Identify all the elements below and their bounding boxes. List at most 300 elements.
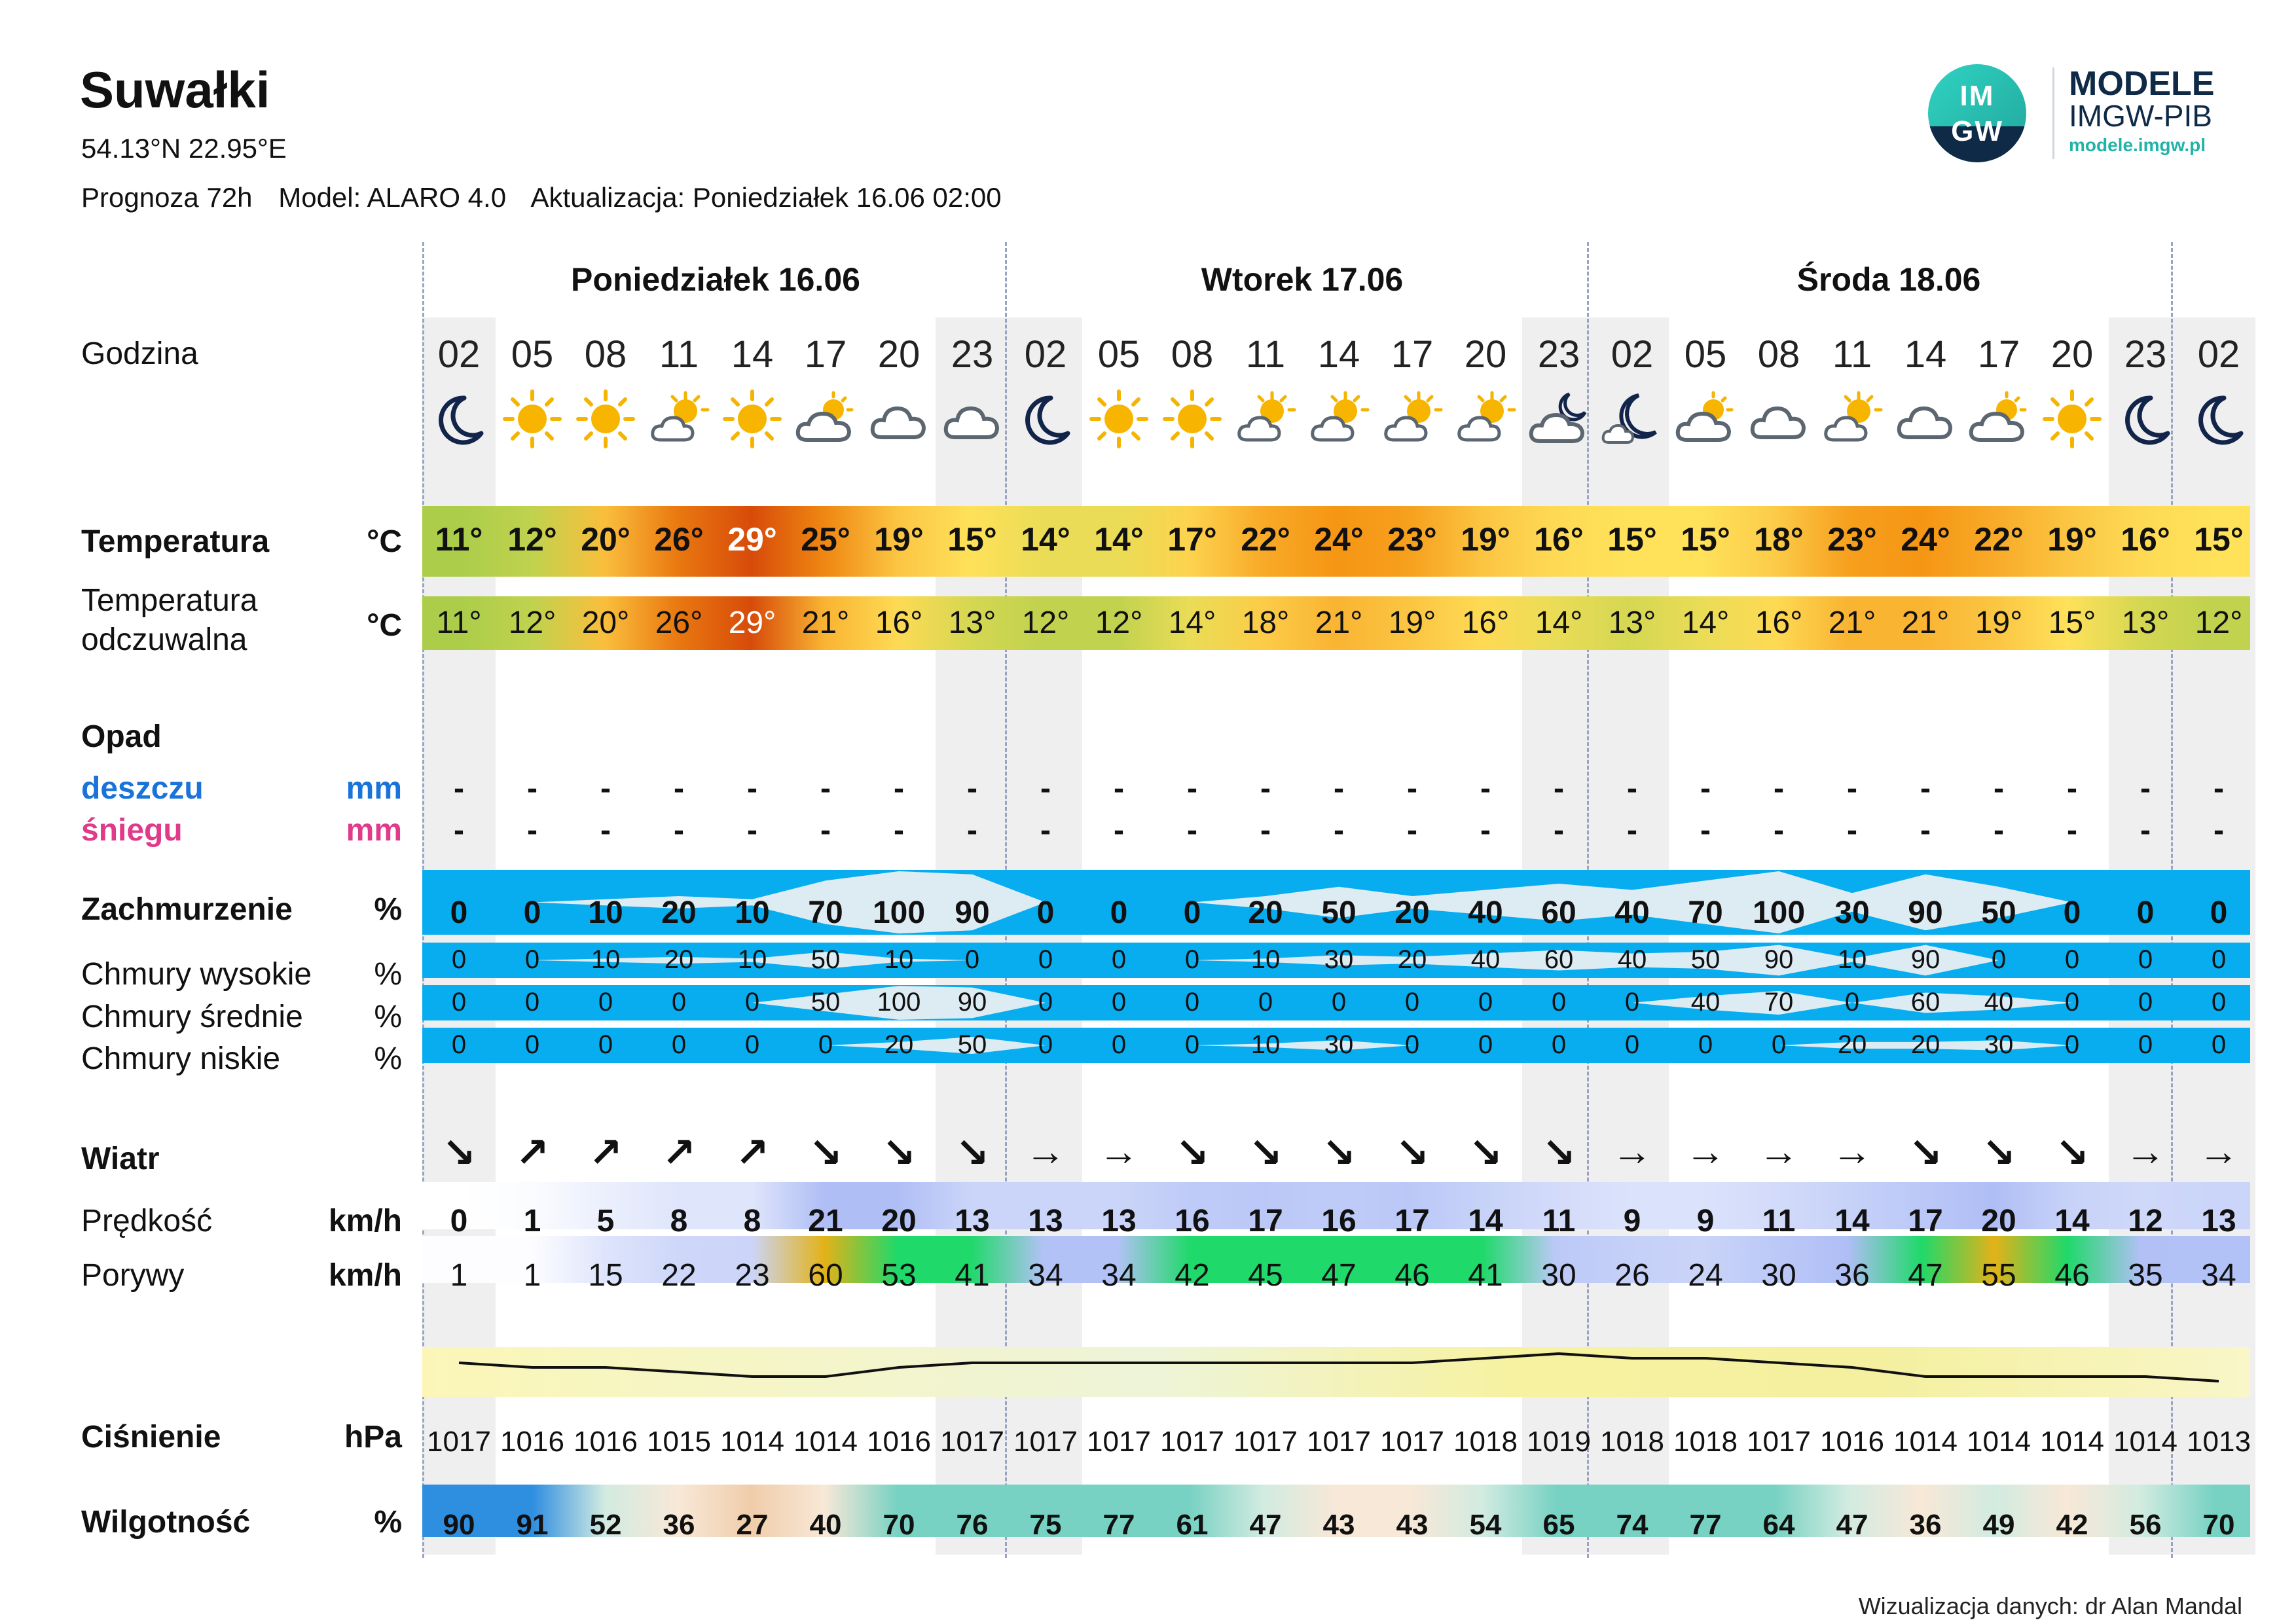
wind-speed-value: 12 bbox=[2128, 1204, 2163, 1238]
pressure-value: 1017 bbox=[1013, 1426, 1078, 1458]
update-time: Aktualizacja: Poniedziałek 16.06 02:00 bbox=[530, 182, 1002, 213]
snow-value: - bbox=[674, 813, 684, 848]
wind-speed-value: 20 bbox=[1981, 1204, 2016, 1238]
wind-speed-value: 13 bbox=[2201, 1204, 2236, 1238]
partly-cloudy-icon bbox=[1302, 386, 1376, 458]
humidity-value: 77 bbox=[1689, 1509, 1722, 1541]
hour-cell: 14 bbox=[1317, 333, 1360, 376]
snow-value: - bbox=[967, 813, 977, 848]
snow-value: - bbox=[527, 813, 538, 848]
rain-value: - bbox=[674, 771, 684, 806]
rain-value: - bbox=[2214, 771, 2224, 806]
cloud-low-value: 30 bbox=[1984, 1030, 2014, 1059]
cloud-low-value: 0 bbox=[1698, 1030, 1713, 1059]
cloud-total-value: 20 bbox=[1394, 895, 1430, 930]
wind-gust-value: 47 bbox=[1321, 1258, 1357, 1293]
snow-value: - bbox=[454, 813, 464, 848]
data-credit: Wizualizacja danych: dr Alan Mandal bbox=[1858, 1593, 2242, 1619]
unit-clouds: % bbox=[374, 892, 402, 927]
cloud-total-value: 50 bbox=[1321, 895, 1357, 930]
cloud-mid-value: 0 bbox=[1478, 988, 1493, 1017]
wind-direction-arrow: → bbox=[1099, 1129, 1139, 1174]
feels-like-value: 12° bbox=[1021, 605, 1070, 640]
wind-direction-arrow: ↗ bbox=[515, 1130, 549, 1176]
moon-icon bbox=[2182, 386, 2255, 458]
hour-cell: 14 bbox=[731, 333, 774, 376]
cloud-high-value: 0 bbox=[1038, 945, 1053, 974]
cloud-mid-value: 100 bbox=[877, 988, 921, 1017]
pressure-value: 1017 bbox=[1087, 1426, 1151, 1458]
wind-direction-arrow: → bbox=[1685, 1129, 1726, 1174]
logo-mark-bottom: GW bbox=[1951, 115, 2003, 147]
partly-cloudy-icon bbox=[1815, 386, 1889, 458]
humidity-value: 47 bbox=[1249, 1509, 1282, 1541]
logo-mark-top: IM bbox=[1959, 80, 1995, 112]
wind-direction-arrow: ↘ bbox=[1908, 1130, 1942, 1176]
cloudy-sun-icon bbox=[1962, 386, 2035, 458]
snow-value: - bbox=[820, 813, 831, 848]
wind-speed-value: 16 bbox=[1175, 1204, 1210, 1238]
wind-speed-value: 13 bbox=[1028, 1204, 1063, 1238]
wind-speed-value: 0 bbox=[450, 1204, 468, 1238]
hour-cell: 23 bbox=[1537, 333, 1580, 376]
cloud-high-value: 40 bbox=[1470, 945, 1501, 974]
cloud-low-value: 20 bbox=[884, 1030, 914, 1059]
humidity-value: 64 bbox=[1762, 1509, 1795, 1541]
wind-gust-value: 1 bbox=[523, 1258, 541, 1293]
feels-like-value: 26° bbox=[655, 605, 703, 640]
wind-direction-arrow: → bbox=[1832, 1129, 1872, 1174]
snow-value: - bbox=[747, 813, 757, 848]
wind-direction-arrow: ↗ bbox=[662, 1130, 696, 1176]
cloud-low-value: 0 bbox=[524, 1030, 540, 1059]
wind-gust-value: 30 bbox=[1541, 1258, 1576, 1293]
rain-value: - bbox=[1774, 771, 1784, 806]
wind-speed-value: 16 bbox=[1321, 1204, 1357, 1238]
humidity-value: 90 bbox=[443, 1509, 475, 1541]
temperature-value: 15° bbox=[2194, 521, 2244, 558]
hour-cell: 11 bbox=[659, 333, 699, 376]
feels-like-value: 21° bbox=[1901, 605, 1950, 640]
humidity-value: 36 bbox=[1909, 1509, 1942, 1541]
snow-value: - bbox=[1627, 813, 1637, 848]
snow-value: - bbox=[1187, 813, 1197, 848]
wind-gust-value: 22 bbox=[661, 1258, 697, 1293]
temperature-value: 19° bbox=[2047, 521, 2097, 558]
feels-like-value: 13° bbox=[948, 605, 996, 640]
wind-direction-arrow: → bbox=[2125, 1129, 2166, 1174]
cloud-high-value: 0 bbox=[451, 945, 467, 974]
wind-direction-arrow: → bbox=[1758, 1129, 1799, 1174]
wind-direction-arrow: ↘ bbox=[442, 1130, 476, 1176]
label-low-clouds: Chmury niskie bbox=[81, 1041, 281, 1076]
cloud-high-value: 0 bbox=[2211, 945, 2227, 974]
imgw-logo[interactable] bbox=[1928, 64, 2229, 162]
pressure-line bbox=[459, 1354, 2219, 1381]
cloud-icon bbox=[936, 386, 1009, 458]
cloud-high-value: 30 bbox=[1324, 945, 1354, 974]
temperature-value: 18° bbox=[1754, 521, 1804, 558]
cloud-mid-value: 0 bbox=[2064, 988, 2080, 1017]
cloud-mid-value: 0 bbox=[2211, 988, 2227, 1017]
rain-value: - bbox=[527, 771, 538, 806]
wind-direction-arrow: ↘ bbox=[1468, 1130, 1503, 1176]
wind-gust-value: 53 bbox=[881, 1258, 917, 1293]
unit-high-clouds: % bbox=[374, 957, 402, 992]
pressure-chart bbox=[422, 1335, 2250, 1394]
humidity-value: 65 bbox=[1542, 1509, 1575, 1541]
rain-value: - bbox=[1847, 771, 1857, 806]
unit-pressure: hPa bbox=[344, 1420, 402, 1454]
wind-speed-value: 21 bbox=[808, 1204, 843, 1238]
cloud-high-value: 10 bbox=[591, 945, 621, 974]
wind-speed-value: 8 bbox=[743, 1204, 761, 1238]
humidity-value: 77 bbox=[1102, 1509, 1135, 1541]
snow-value: - bbox=[1334, 813, 1344, 848]
cloud-total-value: 0 bbox=[523, 895, 541, 930]
humidity-value: 56 bbox=[2129, 1509, 2162, 1541]
logo-title: MODELE bbox=[2069, 65, 2215, 103]
hour-cell: 11 bbox=[1832, 333, 1872, 376]
logo-url[interactable]: modele.imgw.pl bbox=[2069, 135, 2206, 155]
label-precipitation: Opad bbox=[81, 719, 162, 754]
cloud-high-value: 20 bbox=[664, 945, 694, 974]
wind-speed-value: 9 bbox=[1696, 1204, 1715, 1238]
temperature-value: 14° bbox=[1021, 521, 1070, 558]
rain-value: - bbox=[1480, 771, 1491, 806]
cloud-high-value: 50 bbox=[811, 945, 841, 974]
temperature-value: 15° bbox=[1681, 521, 1730, 558]
humidity-value: 36 bbox=[663, 1509, 695, 1541]
label-clouds: Zachmurzenie bbox=[81, 892, 293, 927]
cloud-high-value: 40 bbox=[1617, 945, 1647, 974]
pressure-value: 1018 bbox=[1453, 1426, 1518, 1458]
unit-snow: mm bbox=[346, 813, 402, 848]
snow-value: - bbox=[894, 813, 904, 848]
cloudy-sun-icon bbox=[1669, 386, 1742, 458]
cloud-high-value: 20 bbox=[1397, 945, 1427, 974]
pressure-value: 1017 bbox=[1160, 1426, 1224, 1458]
snow-value: - bbox=[1847, 813, 1857, 848]
partly-cloudy-icon bbox=[1229, 386, 1302, 458]
temperature-value: 23° bbox=[1827, 521, 1877, 558]
cloud-low-value: 0 bbox=[598, 1030, 613, 1059]
feels-like-value: 19° bbox=[1975, 605, 2023, 640]
hour-cell: 20 bbox=[1464, 333, 1507, 376]
wind-speed-value: 17 bbox=[1908, 1204, 1943, 1238]
snow-value: - bbox=[1700, 813, 1711, 848]
temperature-value: 16° bbox=[2121, 521, 2170, 558]
cloud-low-value: 0 bbox=[1111, 1030, 1127, 1059]
cloud-high-value: 90 bbox=[1910, 945, 1941, 974]
humidity-value: 54 bbox=[1469, 1509, 1502, 1541]
cloud-total-value: 90 bbox=[955, 895, 990, 930]
sun-icon bbox=[1082, 386, 1156, 458]
label-temperature: Temperatura bbox=[81, 524, 270, 559]
partly-cloudy-icon bbox=[642, 386, 716, 458]
feels-like-value: 19° bbox=[1388, 605, 1436, 640]
wind-direction-arrow: → bbox=[2198, 1129, 2239, 1174]
cloud-high-value: 50 bbox=[1690, 945, 1721, 974]
pressure-value: 1016 bbox=[1820, 1426, 1884, 1458]
hour-cell: 02 bbox=[2197, 333, 2240, 376]
wind-speed-value: 20 bbox=[881, 1204, 917, 1238]
cloud-mid-value: 90 bbox=[957, 988, 987, 1017]
pressure-value: 1014 bbox=[793, 1426, 858, 1458]
rain-value: - bbox=[1260, 771, 1271, 806]
rain-value: - bbox=[2140, 771, 2151, 806]
rain-value: - bbox=[1040, 771, 1051, 806]
cloud-low-value: 0 bbox=[1038, 1030, 1053, 1059]
cloud-mid-value: 0 bbox=[2138, 988, 2153, 1017]
cloud-mid-value: 0 bbox=[1258, 988, 1273, 1017]
cloud-high-value: 0 bbox=[2064, 945, 2080, 974]
wind-speed-value: 1 bbox=[523, 1204, 541, 1238]
cloud-low-value: 0 bbox=[818, 1030, 833, 1059]
cloud-total-value: 10 bbox=[735, 895, 770, 930]
wind-gust-value: 46 bbox=[1394, 1258, 1430, 1293]
wind-speed-value: 5 bbox=[596, 1204, 615, 1238]
cloud-total-value: 20 bbox=[661, 895, 697, 930]
pressure-value: 1018 bbox=[1673, 1426, 1738, 1458]
sun-icon bbox=[2035, 386, 2109, 458]
cloud-mid-value: 60 bbox=[1910, 988, 1941, 1017]
temperature-value: 14° bbox=[1094, 521, 1144, 558]
wind-speed-value: 13 bbox=[955, 1204, 990, 1238]
feels-like-value: 21° bbox=[1315, 605, 1363, 640]
wind-gust-value: 34 bbox=[1028, 1258, 1063, 1293]
cloud-low-value: 0 bbox=[1624, 1030, 1640, 1059]
label-hour: Godzina bbox=[81, 336, 198, 371]
cloud-mid-value: 0 bbox=[1111, 988, 1127, 1017]
cloud-low-value: 0 bbox=[2138, 1030, 2153, 1059]
pressure-value: 1019 bbox=[1527, 1426, 1591, 1458]
rain-value: - bbox=[1700, 771, 1711, 806]
cloud-total-value: 0 bbox=[2136, 895, 2155, 930]
temperature-value: 25° bbox=[801, 521, 850, 558]
feels-like-value: 13° bbox=[2121, 605, 2170, 640]
city-title: Suwałki bbox=[80, 61, 270, 118]
humidity-value: 40 bbox=[809, 1509, 842, 1541]
cloud-high-value: 10 bbox=[884, 945, 914, 974]
cloud-low-value: 0 bbox=[1771, 1030, 1787, 1059]
feels-like-value: 12° bbox=[2195, 605, 2243, 640]
label-rain: deszczu bbox=[81, 771, 204, 806]
wind-direction-arrow: ↘ bbox=[955, 1130, 989, 1176]
day-header: Wtorek 17.06 bbox=[1201, 261, 1404, 298]
cloud-mid-value: 70 bbox=[1764, 988, 1794, 1017]
label-high-clouds: Chmury wysokie bbox=[81, 957, 312, 992]
wind-speed-value: 17 bbox=[1248, 1204, 1283, 1238]
cloud-low-value: 0 bbox=[1551, 1030, 1567, 1059]
wind-gust-value: 24 bbox=[1688, 1258, 1723, 1293]
feels-like-value: 15° bbox=[2048, 605, 2096, 640]
pressure-value: 1014 bbox=[720, 1426, 784, 1458]
hour-cell: 17 bbox=[1977, 333, 2020, 376]
wind-speed-value: 17 bbox=[1394, 1204, 1430, 1238]
wind-gust-value: 34 bbox=[1101, 1258, 1137, 1293]
hour-cell: 05 bbox=[1684, 333, 1727, 376]
forecast-info bbox=[81, 182, 1020, 213]
forecast-range: Prognoza 72h bbox=[81, 182, 253, 213]
feels-like-value: 29° bbox=[728, 605, 776, 640]
cloud-high-value: 90 bbox=[1764, 945, 1794, 974]
snow-value: - bbox=[1920, 813, 1931, 848]
sun-icon bbox=[496, 386, 569, 458]
cloud-mid-value: 0 bbox=[1038, 988, 1053, 1017]
pressure-value: 1017 bbox=[1233, 1426, 1298, 1458]
cloud-total-value: 20 bbox=[1248, 895, 1283, 930]
hour-cell: 02 bbox=[437, 333, 481, 376]
pressure-value: 1017 bbox=[1380, 1426, 1444, 1458]
hour-cell: 08 bbox=[1171, 333, 1214, 376]
rain-value: - bbox=[1554, 771, 1564, 806]
cloud-total-value: 70 bbox=[808, 895, 843, 930]
wind-direction-arrow: ↗ bbox=[735, 1130, 769, 1176]
rain-value: - bbox=[1407, 771, 1417, 806]
snow-value: - bbox=[1480, 813, 1491, 848]
feels-like-value: 14° bbox=[1681, 605, 1730, 640]
temperature-value: 15° bbox=[1607, 521, 1657, 558]
model-name: Model: ALARO 4.0 bbox=[278, 182, 507, 213]
feels-like-value: 11° bbox=[436, 605, 482, 640]
rain-value: - bbox=[1994, 771, 2004, 806]
hour-cell: 20 bbox=[877, 333, 920, 376]
cloud-moon-icon bbox=[1522, 386, 1595, 458]
wind-direction-arrow: ↘ bbox=[1322, 1130, 1356, 1176]
unit-wind-gust: km/h bbox=[328, 1258, 402, 1293]
sun-icon bbox=[1156, 386, 1229, 458]
pressure-value: 1014 bbox=[1967, 1426, 2031, 1458]
wind-direction-arrow: ↘ bbox=[809, 1130, 843, 1176]
temperature-value: 29° bbox=[727, 521, 777, 558]
cloud-total-value: 90 bbox=[1908, 895, 1943, 930]
pressure-value: 1017 bbox=[1747, 1426, 1811, 1458]
cloud-total-value: 0 bbox=[1036, 895, 1055, 930]
feels-like-value: 12° bbox=[508, 605, 556, 640]
label-humidity: Wilgotność bbox=[81, 1505, 251, 1540]
cloud-total-value: 0 bbox=[1110, 895, 1128, 930]
pressure-value: 1018 bbox=[1600, 1426, 1664, 1458]
feels-like-value: 21° bbox=[801, 605, 850, 640]
wind-speed-value: 9 bbox=[1623, 1204, 1641, 1238]
cloud-low-value: 0 bbox=[671, 1030, 687, 1059]
cloud-low-value: 0 bbox=[1184, 1030, 1200, 1059]
cloud-mid-value: 0 bbox=[1331, 988, 1347, 1017]
cloud-high-value: 0 bbox=[1111, 945, 1127, 974]
wind-speed-value: 14 bbox=[1834, 1204, 1870, 1238]
humidity-value: 75 bbox=[1029, 1509, 1062, 1541]
rain-value: - bbox=[600, 771, 611, 806]
hour-cell: 17 bbox=[1391, 333, 1434, 376]
snow-value: - bbox=[1260, 813, 1271, 848]
sun-icon bbox=[569, 386, 642, 458]
cloud-total-value: 0 bbox=[1183, 895, 1201, 930]
wind-gust-value: 36 bbox=[1834, 1258, 1870, 1293]
label-mid-clouds: Chmury średnie bbox=[81, 1000, 303, 1034]
rain-value: - bbox=[1627, 771, 1637, 806]
pressure-value: 1014 bbox=[1893, 1426, 1958, 1458]
day-header: Poniedziałek 16.06 bbox=[571, 261, 860, 298]
cloud-mid-value: 0 bbox=[524, 988, 540, 1017]
temperature-value: 19° bbox=[1461, 521, 1510, 558]
cloud-icon bbox=[1742, 386, 1815, 458]
temperature-value: 20° bbox=[581, 521, 630, 558]
snow-value: - bbox=[1407, 813, 1417, 848]
temperature-value: 24° bbox=[1901, 521, 1950, 558]
cloud-high-value: 0 bbox=[1184, 945, 1200, 974]
cloud-total-value: 50 bbox=[1981, 895, 2016, 930]
temperature-value: 16° bbox=[1534, 521, 1584, 558]
cloud-low-value: 0 bbox=[1478, 1030, 1493, 1059]
snow-value: - bbox=[1554, 813, 1564, 848]
unit-wind-speed: km/h bbox=[328, 1204, 402, 1238]
unit-feels-like: °C bbox=[367, 608, 402, 643]
feels-like-value: 14° bbox=[1535, 605, 1583, 640]
cloud-high-value: 10 bbox=[737, 945, 767, 974]
rain-value: - bbox=[2067, 771, 2077, 806]
rain-value: - bbox=[1334, 771, 1344, 806]
hour-cell: 20 bbox=[2050, 333, 2094, 376]
cloud-total-value: 10 bbox=[588, 895, 623, 930]
cloud-high-value: 10 bbox=[1250, 945, 1281, 974]
wind-gust-value: 15 bbox=[588, 1258, 623, 1293]
rain-value: - bbox=[1920, 771, 1931, 806]
temperature-value: 15° bbox=[947, 521, 997, 558]
pressure-value: 1016 bbox=[500, 1426, 564, 1458]
temperature-value: 22° bbox=[1241, 521, 1290, 558]
cloud-total-value: 30 bbox=[1834, 895, 1870, 930]
label-snow: śniegu bbox=[81, 813, 183, 848]
temperature-value: 26° bbox=[654, 521, 704, 558]
cloud-total-value: 0 bbox=[450, 895, 468, 930]
pressure-value: 1015 bbox=[647, 1426, 711, 1458]
feels-like-value: 18° bbox=[1241, 605, 1290, 640]
unit-temperature: °C bbox=[367, 524, 402, 559]
wind-gust-value: 34 bbox=[2201, 1258, 2236, 1293]
label-wind-gust: Porywy bbox=[81, 1258, 185, 1293]
rain-value: - bbox=[1187, 771, 1197, 806]
wind-direction-arrow: ↘ bbox=[882, 1130, 916, 1176]
wind-gust-value: 23 bbox=[735, 1258, 770, 1293]
rain-value: - bbox=[820, 771, 831, 806]
humidity-value: 70 bbox=[883, 1509, 915, 1541]
wind-gust-value: 1 bbox=[450, 1258, 468, 1293]
cloud-mid-value: 40 bbox=[1984, 988, 2014, 1017]
partly-cloudy-icon bbox=[1449, 386, 1522, 458]
feels-like-value: 20° bbox=[581, 605, 630, 640]
cloud-mid-value: 0 bbox=[1404, 988, 1420, 1017]
humidity-value: 91 bbox=[516, 1509, 549, 1541]
temperature-value: 23° bbox=[1387, 521, 1437, 558]
wind-gust-value: 30 bbox=[1761, 1258, 1796, 1293]
hour-cell: 23 bbox=[2124, 333, 2167, 376]
wind-gust-value: 45 bbox=[1248, 1258, 1283, 1293]
cloud-total-value: 0 bbox=[2210, 895, 2228, 930]
snow-value: - bbox=[1994, 813, 2004, 848]
cloud-low-value: 50 bbox=[957, 1030, 987, 1059]
pressure-value: 1016 bbox=[574, 1426, 638, 1458]
wind-gust-value: 35 bbox=[2128, 1258, 2163, 1293]
snow-value: - bbox=[2214, 813, 2224, 848]
cloud-low-value: 0 bbox=[2064, 1030, 2080, 1059]
wind-direction-arrow: ↗ bbox=[589, 1130, 623, 1176]
hour-cell: 08 bbox=[584, 333, 627, 376]
cloud-low-value: 0 bbox=[1404, 1030, 1420, 1059]
humidity-value: 49 bbox=[1982, 1509, 2015, 1541]
hour-cell: 05 bbox=[1097, 333, 1140, 376]
rain-value: - bbox=[1114, 771, 1124, 806]
